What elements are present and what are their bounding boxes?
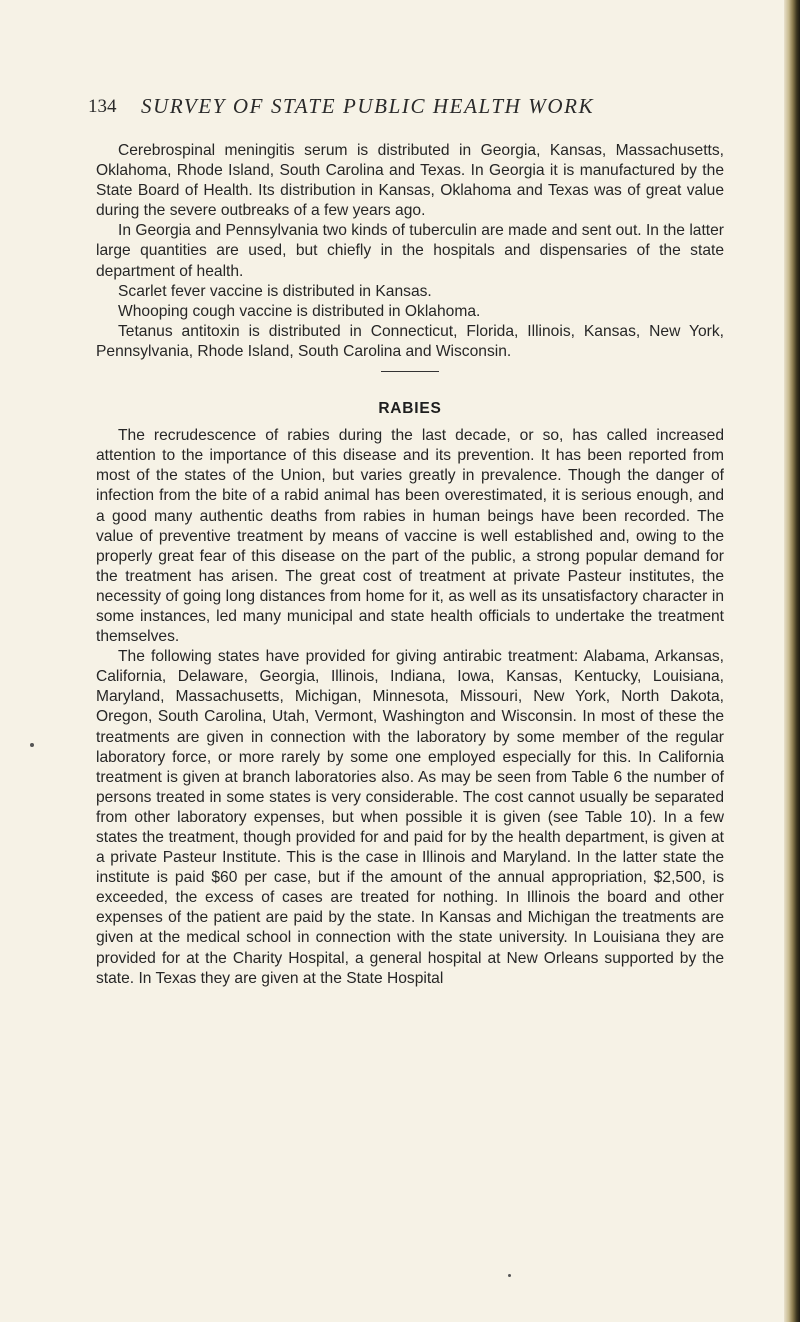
paragraph-rabies-recrudescence: The recrudescence of rabies during the last decade, or so, has called increased attention to the importance of this disease and its prevention. It has been reported from most of the states of the Union, but varies greatly in prevalence. Though the danger of infection from the bite of a rabid animal has been overestimated, it is serious enough, and a good many authentic deaths from rabies in human beings have been recorded. The value of preventive treatment by means of vaccine is well established and, owing to the properly great fear of this disease on the part of the public, a strong popular demand for the treatment has arisen. The great cost of treatment at private Pasteur institutes, the necessity of going long distances from home for it, as well as its unsatisfactory character in some instances, led many municipal and state health officials to undertake the treatment themselves. (96, 427, 724, 646)
running-title: SURVEY OF STATE PUBLIC HEALTH WORK (141, 94, 595, 118)
paragraph-whooping-cough: Whooping cough vaccine is distributed in Oklahoma. (118, 302, 481, 320)
paragraph-tetanus: Tetanus antitoxin is distributed in Connecticut, Florida, Illinois, Kansas, New York, Pennsylvania, Rhode Island, South Carolina and Wisconsin. (96, 322, 724, 360)
page-header (88, 94, 728, 124)
paragraph-meningitis-serum: Cerebrospinal meningitis serum is distributed in Georgia, Kansas, Massachusetts, Oklahoma, Rhode Island, South Carolina and Texas. In Georgia it is manufactured by the State Board of Health. Its distribution in Kansas, Oklahoma and Texas was of great value during the severe outbreaks of a few years ago. (96, 142, 724, 220)
section-heading-rabies: RABIES (378, 400, 442, 418)
margin-speck (508, 1274, 511, 1277)
body-text (96, 141, 724, 989)
paragraph-rabies-states: The following states have provided for giving antirabic treatment: Alabama, Arkansas, California, Delaware, Georgia, Illinois, Indiana, Iowa, Kansas, Kentucky, Louisiana, Maryland, Massachusetts, Michigan, Minnesota, Missouri, New York, North Dakota, Oregon, South Carolina, Utah, Vermont, Washington and Wisconsin. In most of these the treatments are given in connection with the laboratory by some member of the regular laboratory force, or more rarely by some one employed especially for this. In California treatment is given at branch laboratories also. As may be seen from Table 6 the number of persons treated in some states is very considerable. The cost cannot usually be separated from other laboratory expenses, but when possible it is given (see Table 10). In a few states the treatment, though provided for and paid for by the health department, is given at a private Pasteur Institute. This is the case in Illinois and Maryland. In the latter state the institute is paid $60 per case, but if the amount of the annual appropriation, $2,500, is exceeded, the excess of cases are treated for nothing. In Illinois the board and other expenses of the patient are paid by the state. In Kansas and Michigan the treatments are given at the medical school in connection with the state university. In Louisiana they are provided for at the Charity Hospital, a general hospital at New Orleans supported by the state. In Texas they are given at the State Hospital (96, 648, 724, 987)
page-edge-shadow (784, 0, 800, 1322)
margin-speck (30, 743, 34, 747)
page-number: 134 (88, 96, 117, 117)
section-divider (381, 371, 439, 372)
paragraph-scarlet-fever: Scarlet fever vaccine is distributed in Kansas. (118, 282, 432, 300)
paragraph-tuberculin: In Georgia and Pennsylvania two kinds of tuberculin are made and sent out. In the latter large quantities are used, but chiefly in the hospitals and dispensaries of the state department of health. (96, 222, 724, 280)
